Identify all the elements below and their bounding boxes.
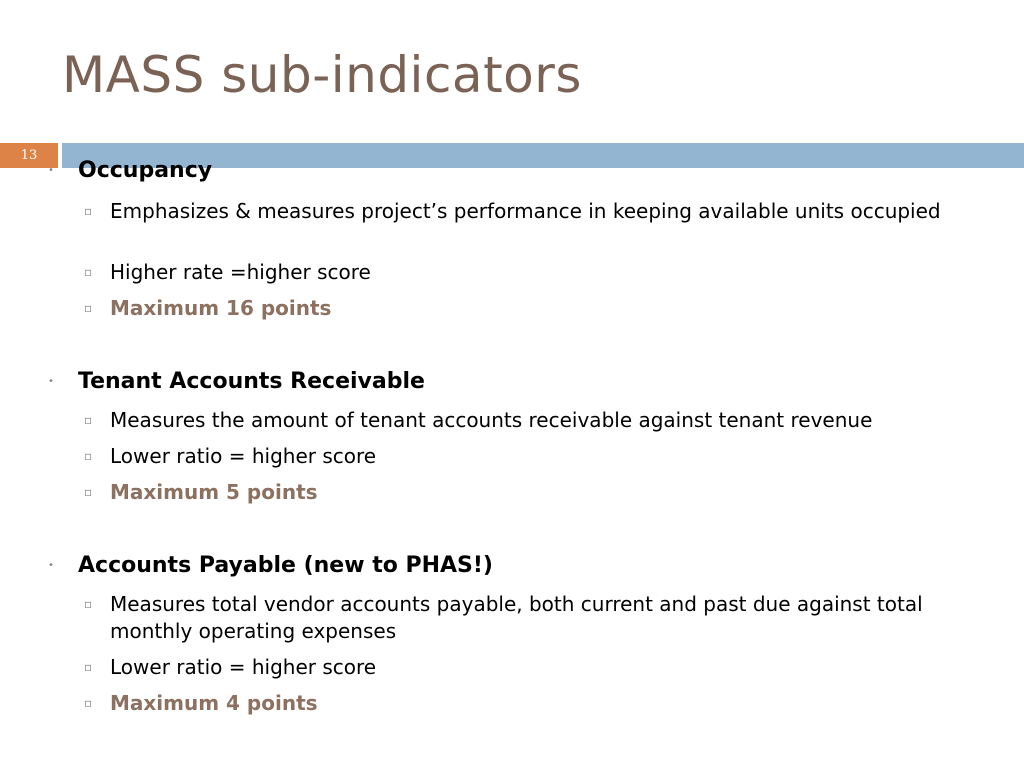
sub-bullet-icon: ▫ <box>84 449 93 463</box>
section-heading-accounts-payable: • Accounts Payable (new to PHAS!) <box>48 553 493 578</box>
list-item: ▫ Lower ratio = higher score <box>84 444 377 468</box>
list-item: ▫ Higher rate =higher score <box>84 260 371 284</box>
bullet-icon: • <box>48 165 54 176</box>
sub-bullet-icon: ▫ <box>84 696 93 710</box>
sub-bullet-icon: ▫ <box>84 301 93 315</box>
sub-bullet-icon: ▫ <box>84 413 93 427</box>
section-heading-tenant-ar: • Tenant Accounts Receivable <box>48 369 425 394</box>
bullet-icon: • <box>48 376 54 387</box>
sub-bullet-icon: ▫ <box>84 265 93 279</box>
max-points: ▫ Maximum 5 points <box>84 480 318 504</box>
slide-title: MASS sub-indicators <box>62 46 582 104</box>
sub-bullet-icon: ▫ <box>84 660 93 674</box>
section-heading-occupancy: • Occupancy <box>48 158 213 183</box>
slide-number: 13 <box>0 143 58 168</box>
list-item: ▫ Lower ratio = higher score <box>84 655 377 679</box>
sub-bullet-icon: ▫ <box>84 597 93 611</box>
sub-bullet-icon: ▫ <box>84 204 93 218</box>
max-points: ▫ Maximum 16 points <box>84 296 332 320</box>
list-item: ▫ Measures the amount of tenant accounts receivable against tenant revenue <box>84 408 873 432</box>
bullet-icon: • <box>48 560 54 571</box>
list-item: ▫ Measures total vendor accounts payable, both current and past due against total monthly operating expenses <box>84 592 923 643</box>
list-item: ▫ Emphasizes & measures project’s performance in keeping available units occupied <box>84 199 941 223</box>
max-points: ▫ Maximum 4 points <box>84 691 318 715</box>
sub-bullet-icon: ▫ <box>84 485 93 499</box>
